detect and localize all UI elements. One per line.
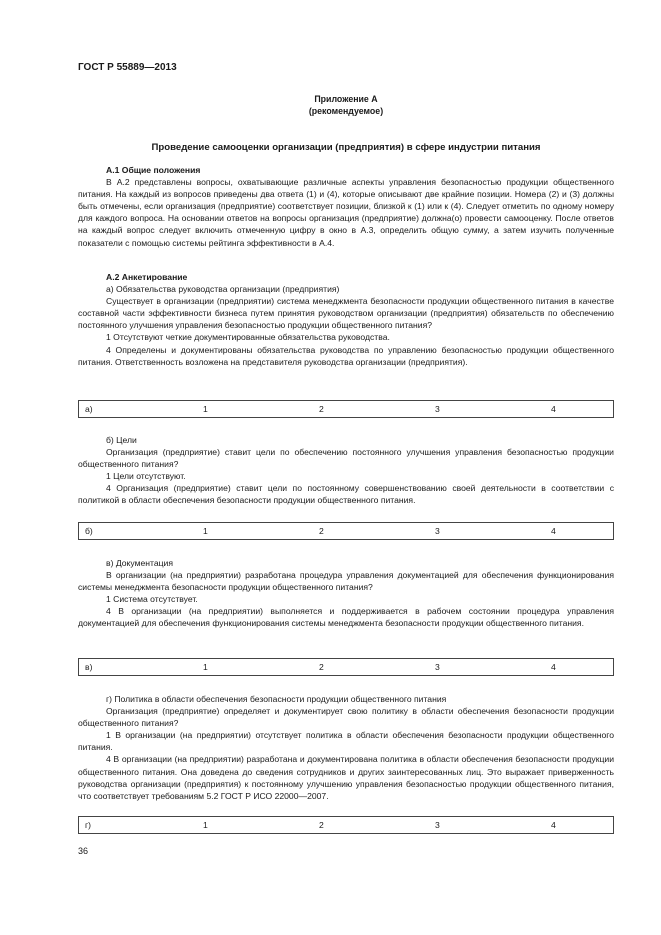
answer-option-4[interactable]: 4 — [551, 820, 556, 830]
answer-option-2[interactable]: 2 — [319, 662, 324, 672]
answer-option-3[interactable]: 3 — [435, 662, 440, 672]
answer-option-1[interactable]: 1 — [203, 526, 208, 536]
question-b-title: б) Цели — [106, 435, 137, 445]
answer-row-a — [78, 400, 614, 418]
annex-heading — [78, 93, 614, 117]
annex-status: (рекомендуемое) — [308, 106, 384, 116]
section-a2 — [78, 271, 614, 368]
question-d — [78, 693, 614, 802]
question-b-text: Организация (предприятие) ставит цели по обеспечению постоянного улучшения управления безопасностью продукции общественного питания? — [78, 447, 614, 470]
section-a1-text: В А.2 представлены вопросы, охватывающие различные аспекты управления безопасностью продукции общественного питания. На каждый из вопросов приведены два ответа (1) и (4), которые описывают две крайние позиции. Номера (2) и (3) должны быть отмечены, если организация (предприятие) соответствует позиции, близкой к (1) или к (4). Следует отметить по одному номеру для каждого вопроса. На основании ответов на вопросы организация (предприятие) должна(о) провести самооценку. После ответов на каждый вопрос следует включить отмеченную цифру в окно в А.3, определить общую сумму, а затем изучить полученные показатели с помощью системы рейтинга эффективности в А.4. — [78, 177, 614, 248]
question-a-answer-4: 4 Определены и документированы обязательства руководства по управлению безопасностью продукции общественного питания. Ответственность возложена на представителя руководства организации (предприятия). — [78, 344, 614, 367]
section-a2-heading: А.2 Анкетирование — [106, 272, 188, 282]
question-a-title: а) Обязательства руководства организации (предприятия) — [106, 284, 340, 295]
question-b-answer-1: 1 Цели отсутствуют. — [106, 471, 186, 482]
answer-row-label: в) — [85, 662, 93, 672]
answer-option-4[interactable]: 4 — [551, 526, 556, 536]
section-a1-heading: А.1 Общие положения — [106, 165, 201, 175]
question-c-answer-1: 1 Система отсутствует. — [106, 594, 198, 605]
question-c — [78, 557, 614, 630]
question-c-title: в) Документация — [106, 558, 173, 568]
question-c-text: В организации (на предприятии) разработана процедура управления документацией для обеспечения функционирования системы менеджмента безопасности продукции общественного питания? — [78, 570, 614, 593]
question-d-text: Организация (предприятие) определяет и документирует свою политику в области обеспечения безопасности продукции общественного питания? — [78, 706, 614, 729]
answer-option-3[interactable]: 3 — [435, 820, 440, 830]
main-title: Проведение самооценки организации (предприятия) в сфере индустрии питания — [151, 142, 541, 153]
question-b-answer-4: 4 Организация (предприятие) ставит цели по постоянному совершенствованию своей деятельности в соответствии с политикой в области обеспечения безопасности продукции общественного питания. — [78, 483, 614, 506]
question-a-answer-1: 1 Отсутствуют четкие документированные обязательства руководства. — [106, 332, 390, 343]
answer-option-1[interactable]: 1 — [203, 404, 208, 414]
answer-option-2[interactable]: 2 — [319, 404, 324, 414]
section-a1 — [78, 164, 614, 249]
answer-row-label: б) — [85, 526, 93, 536]
answer-option-2[interactable]: 2 — [319, 526, 324, 536]
page-number: 36 — [78, 846, 89, 856]
question-b — [78, 434, 614, 507]
annex-title: Приложение А — [314, 94, 378, 104]
answer-option-3[interactable]: 3 — [435, 526, 440, 536]
answer-option-4[interactable]: 4 — [551, 662, 556, 672]
answer-row-label: а) — [85, 404, 93, 414]
question-d-answer-4: 4 В организации (на предприятии) разработана и документирована политика в области обеспечения безопасности продукции общественного питания. Она доведена до сведения сотрудников и других заинтересованных лиц. Это выражает приверженность руководства организации (предприятия) к постоянному улучшению управления безопасностью продукции общественного питания, что соответствует требованиям 5.2 ГОСТ Р ИСО 22000—2007. — [78, 754, 614, 801]
question-c-answer-4: 4 В организации (на предприятии) выполняется и поддерживается в рабочем состоянии процедура управления документацией для обеспечения функционирования системы менеджмента безопасности продукции общественного питания. — [78, 606, 614, 629]
answer-option-4[interactable]: 4 — [551, 404, 556, 414]
answer-row-b — [78, 522, 614, 540]
answer-row-label: г) — [85, 820, 91, 830]
answer-option-1[interactable]: 1 — [203, 662, 208, 672]
answer-row-d — [78, 816, 614, 834]
answer-option-1[interactable]: 1 — [203, 820, 208, 830]
answer-option-2[interactable]: 2 — [319, 820, 324, 830]
question-d-answer-1: 1 В организации (на предприятии) отсутствует политика в области обеспечения безопасности продукции общественного питания. — [78, 730, 614, 753]
question-a-text: Существует в организации (предприятии) система менеджмента безопасности продукции общественного питания в качестве составной части эффективности бизнеса путем принятия руководством организации (предприятия) обязательств по обеспечению постоянного улучшения управления безопасностью продукции общественного питания? — [78, 296, 614, 331]
answer-option-3[interactable]: 3 — [435, 404, 440, 414]
question-d-title: г) Политика в области обеспечения безопасности продукции общественного питания — [106, 694, 447, 704]
answer-row-c — [78, 658, 614, 676]
document-code: ГОСТ Р 55889—2013 — [78, 62, 177, 73]
